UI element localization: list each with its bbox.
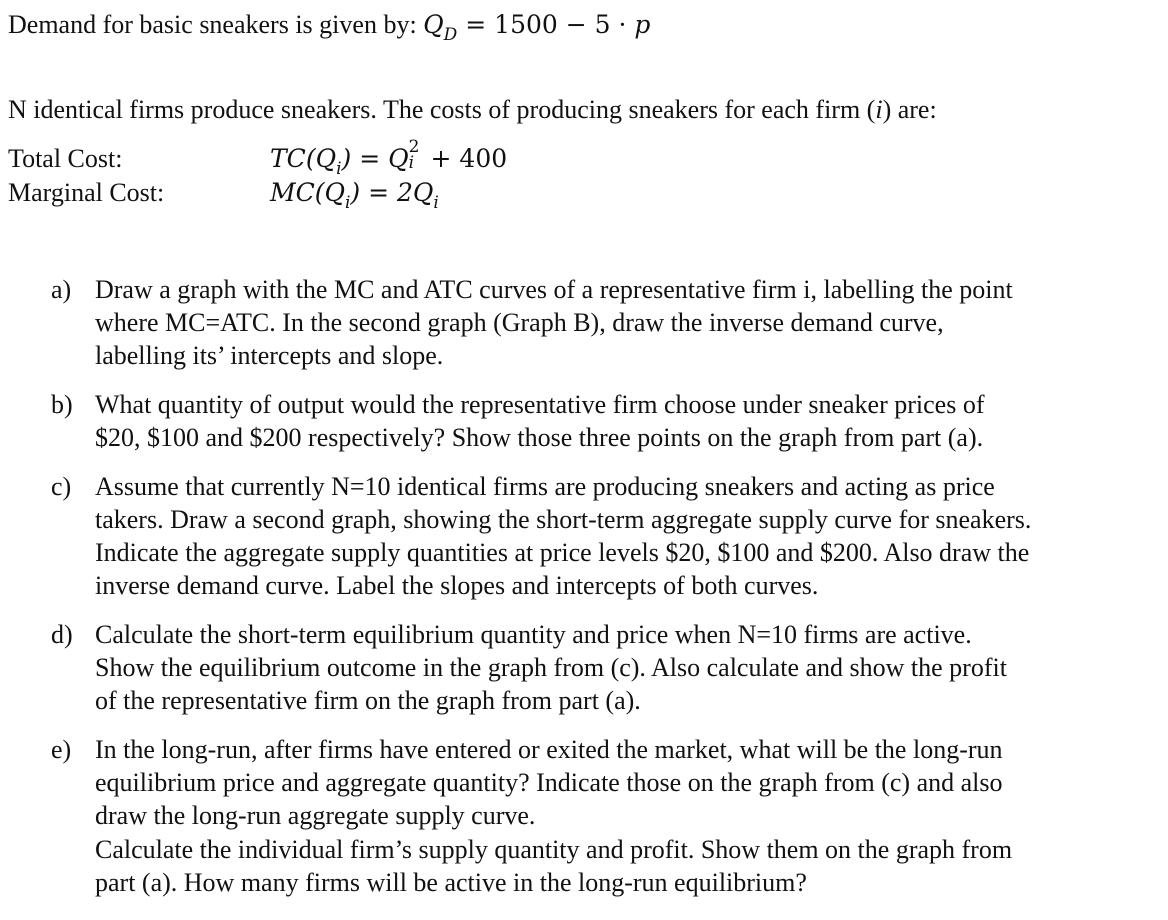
question-line: Calculate the short-term equilibrium quantity and price when N=10 firms are active. — [95, 620, 972, 649]
demand-statement — [8, 8, 650, 52]
marginal-cost-equation: $MC(Q_i) = 2Q_i$ — [270, 178, 439, 213]
question-line: Draw a graph with the MC and ATC curves of a representative firm i, labelling the point — [95, 275, 1013, 304]
question-line: of the representative firm on the graph from part (a). — [95, 686, 641, 715]
question-line: where MC=ATC. In the second graph (Graph B), draw the inverse demand curve, — [95, 308, 944, 337]
question-line: equilibrium price and aggregate quantity? Indicate those on the graph from (c) and also — [95, 768, 1003, 797]
question-line: Show the equilibrium outcome in the graph from (c). Also calculate and show the profit — [95, 653, 1007, 682]
total-cost-equation: $TC(Q_i) = Q$ 2 i + 400 — [270, 137, 508, 179]
question-marker: a) — [51, 275, 72, 304]
question-line: Assume that currently N=10 identical firms are producing sneakers and acting as price — [95, 472, 995, 501]
question-line: draw the long-run aggregate supply curve. — [95, 801, 536, 830]
question-marker: e) — [51, 735, 72, 764]
question-line: takers. Draw a second graph, showing the short-term aggregate supply curve for sneakers. — [95, 505, 1032, 534]
question-line: In the long-run, after firms have entered or exited the market, what will be the long-run — [95, 735, 1003, 764]
question-line: Indicate the aggregate supply quantities at price levels $20, $100 and $200. Also draw the — [95, 538, 1030, 567]
question-line: Calculate the individual firm’s supply quantity and profit. Show them on the graph from — [95, 835, 1013, 864]
total-cost-label: Total Cost: — [8, 144, 123, 173]
marginal-cost-label: Marginal Cost: — [8, 178, 165, 207]
question-line: labelling its’ intercepts and slope. — [95, 341, 444, 370]
question-marker: c) — [51, 472, 72, 501]
question-line: inverse demand curve. Label the slopes and intercepts of both curves. — [95, 571, 819, 600]
demand-intro-text: Demand for basic sneakers is given by: — [8, 10, 417, 39]
question-marker: b) — [51, 390, 73, 419]
question-line: $20, $100 and $200 respectively? Show those three points on the graph from part (a). — [95, 423, 984, 452]
question-line: part (a). How many firms will be active in the long-run equilibrium? — [95, 868, 807, 897]
question-marker: d) — [51, 620, 73, 649]
question-line: What quantity of output would the representative firm choose under sneaker prices of — [95, 390, 985, 419]
firms-intro: N identical firms produce sneakers. The costs of producing sneakers for each firm (i) are: — [8, 95, 937, 124]
demand-equation: $Q_D = 1500 - 5 \cdot p$ — [423, 10, 651, 45]
